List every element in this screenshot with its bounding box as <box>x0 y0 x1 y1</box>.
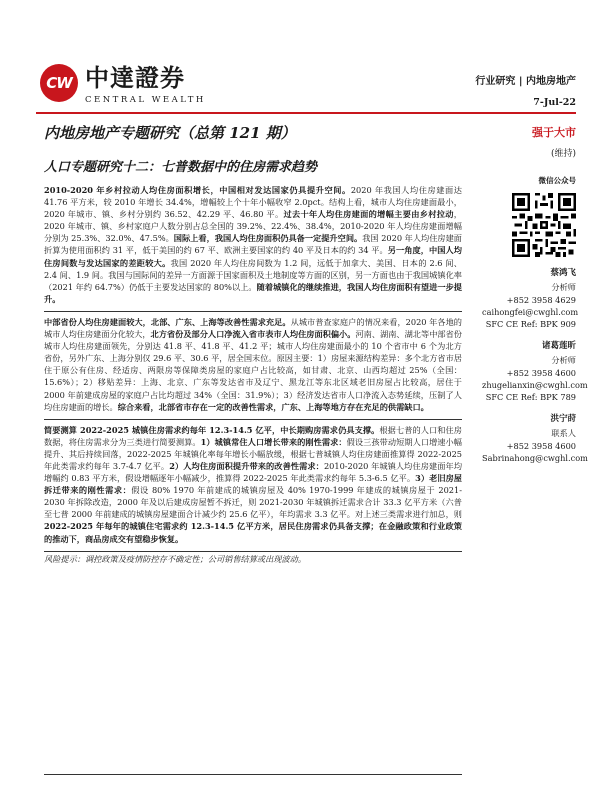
paragraph-demand-estimate <box>44 424 462 545</box>
analyst-name: 洪宁莳 <box>550 414 576 425</box>
highlight-text: 2）人均住房面积提升带来的改善性需求： <box>169 460 324 471</box>
body-text: 从城市普查家庭户的情况来看，2020 年各地的城市人均住房建面分化较大， <box>44 316 462 340</box>
highlight-text: 国际上看，我国人均住房面积仍具备一定提升空间。 <box>173 233 363 244</box>
body-text: 我国 2020 年人均住房间数为 1.2 间，远低于加拿大、美国、日本的 2.6 间、2.4 间、1.9 间。我国与国际间的差异一方面源于国家面积及土地制度等方面的区别，另一方面也由于我国城镇化率（2021 年约 64.7%）仍低于主要发达国家的 80%以上。 <box>44 257 462 292</box>
analyst-card <box>482 340 588 403</box>
analyst-card <box>482 267 579 330</box>
paragraph-divider <box>44 311 462 312</box>
wechat-label: 微信公众号 <box>538 176 576 185</box>
rating-status: (维持) <box>550 149 576 159</box>
analyst-phone: +852 3958 4600 <box>506 367 576 378</box>
analyst-sfc: SFC CE Ref: BPK 909 <box>485 319 576 330</box>
body-text: 河南、湖南、湖北等中部省份城市人均住房建面领先，分别达 41.8 平、41.8 平、41.2 平；城市人均住房建面最小的 10 个省市中 6 个为北方省份，另外广东、上海分别仅 29.6 平、30.6 平，居全国末位。原因主要：1）房屋来源结构差异：多个北方省市居住于原公有住房、经适房、两限房等保障类房屋的家庭户占比较高，如甘肃、北京、山西均超过 25%（全国：15.6%）；2）移贴差异：上海、北京、广东等发达省市及辽宁、黑龙江等东北区域老旧房屋占比较高，居住于 2000 年前建成房屋的家庭户占比均超过 34%（全国：31.9%）；3）经济发达省市人口净流入态势延续，压制了人均住房建面的增长。 <box>44 329 462 412</box>
footer-divider <box>44 774 462 775</box>
report-date: 7-Jul-22 <box>533 97 576 108</box>
highlight-text: 2010-2020 年乡村拉动人均住房面积增长，中国相对发达国家仍具提升空间。 <box>44 185 351 195</box>
highlight-text: 另一角度，中国人均住房间数与发达国家的差距较大。 <box>44 245 462 268</box>
highlight-text: 2022-2025 年每年的城镇住宅需求约 12.3-14.5 亿平方米，居民住房需求仍具备支撑；在金融政策和行业政策的推动下，商品房成交有望稳步恢复。 <box>44 521 462 544</box>
report-body <box>44 184 462 574</box>
report-subtitle: 人口专题研究十二：七普数据中的住房需求趋势 <box>44 160 318 175</box>
body-text: 根据七普的人口和住房数据，将住房需求分为三类进行简要测算。 <box>44 424 462 447</box>
highlight-text: 3）老旧房屋拆迁带来的刚性需求： <box>44 473 462 496</box>
report-category: 行业研究 | 内地房地产 <box>475 76 576 87</box>
highlight-text: 综合来看，北部省市存在一定的改善性需求，广东、上海等地方存在充足的供需缺口。 <box>117 401 429 412</box>
highlight-text: 中部省份人均住房建面较大，北部、广东、上海等改善性需求充足。 <box>44 316 291 327</box>
analyst-email[interactable]: caihongfei@cwghl.com <box>482 306 579 317</box>
highlight-text: 北方省份及部分人口净流入省市表市人均住房面积偏小。 <box>150 329 356 340</box>
body-text: 我国 2020 年人均住房建面折算为使用面积约 31 平，低于美国的约 67 平、欧洲主要国家的约 40 平及日本的约 34 平。 <box>44 233 462 256</box>
paragraph-divider <box>44 419 462 420</box>
analyst-role: 分析师 <box>551 282 576 293</box>
analyst-role: 联系人 <box>551 428 576 439</box>
analyst-email[interactable]: Sabrinahong@cwghl.com <box>482 452 588 463</box>
paragraph-regional-demand <box>44 316 462 413</box>
header-divider <box>36 112 576 114</box>
highlight-text: 过去十年人均住房建面的增幅主要由乡村拉动 <box>283 209 454 220</box>
highlight-text: 1）城镇常住人口增长带来的刚性需求： <box>200 436 347 447</box>
paragraph-housing-area <box>44 184 462 305</box>
analyst-email[interactable]: zhugelianxin@cwghl.com <box>482 379 588 390</box>
body-text: 2020 年我国人均住房建面达 41.76 平方米，较 2010 年增长 34.4%，增幅较上个十年小幅收窄 2.0pct。结构上看，城市人均住房建面最小，2020 年城市、镇、乡村分别约 36.52、42.29 平、46.80 平。 <box>44 185 462 220</box>
paragraph-divider <box>44 551 462 552</box>
rating-box <box>532 124 576 159</box>
report-title: 内地房地产专题研究（总第 121 期） <box>44 124 296 142</box>
sidebar <box>482 175 588 464</box>
analyst-name: 蔡鸿飞 <box>550 268 576 279</box>
analyst-card <box>482 413 588 464</box>
rating-value: 强于大市 <box>532 126 576 139</box>
body-text: 假设三孩带动短期人口增速小幅提升、其后持续回落，2022-2025 年城镇化率每年增长小幅放缓，根据七普城镇人均住房建面推算得 2022-2025 年此类需求约每年 3.7-4.7 亿平。 <box>44 436 462 471</box>
analyst-phone: +852 3958 4629 <box>506 294 576 305</box>
risk-warning: 风险提示：调控政策及疫情防控存不确定性；公司销售结算或出现波动。 <box>44 553 307 564</box>
logo-mark: CW <box>40 64 78 102</box>
qr-code-icon <box>512 193 576 257</box>
company-logo <box>40 64 220 106</box>
analyst-phone: +852 3958 4600 <box>506 440 576 451</box>
logo-chinese-name: 中達證券 <box>85 64 185 92</box>
body-text: ，2020 年城市、镇、乡村家庭户人数分别占总全国的 39.2%、22.4%、38.4%，2010-2020 年人均住房建面增幅分别为 25.3%、32.0%、47.5%。 <box>44 209 462 244</box>
body-text: 2010-2020 年城镇人均住房建面年均增幅约 0.83 平方米，假设增幅逐年小幅减少，推算得 2022-2025 年此类需求约每年 5.3-6.5 亿平。 <box>44 460 463 484</box>
logo-english-name: CENTRAL WEALTH <box>85 95 206 105</box>
analyst-role: 分析师 <box>551 355 576 366</box>
analyst-name: 诸葛莲昕 <box>541 341 576 352</box>
body-text: 假设 80% 1970 年前建成的城镇房屋及 40% 1970-1999 年建成的城镇房屋于 2021-2030 年拆除改造，2000 年及以后建成房屋暂不拆迁，则 2021-2030 年城镇拆迁需求合计 33.3 亿平方米（六普至七普 2000 年前建成的城镇房屋建面合计减少约 25.6 亿平），年均需求 3.3 亿平。对上述三类需求进行加总，则 <box>44 485 462 520</box>
highlight-text: 简要测算 2022-2025 城镇住房需求约每年 12.3-14.5 亿平，中长期购房需求仍具支撑。 <box>44 424 380 435</box>
analyst-sfc: SFC CE Ref: BPK 789 <box>485 392 576 403</box>
highlight-text: 随着城镇化的继续推进，我国人均住房面积有望进一步提升。 <box>44 281 462 304</box>
